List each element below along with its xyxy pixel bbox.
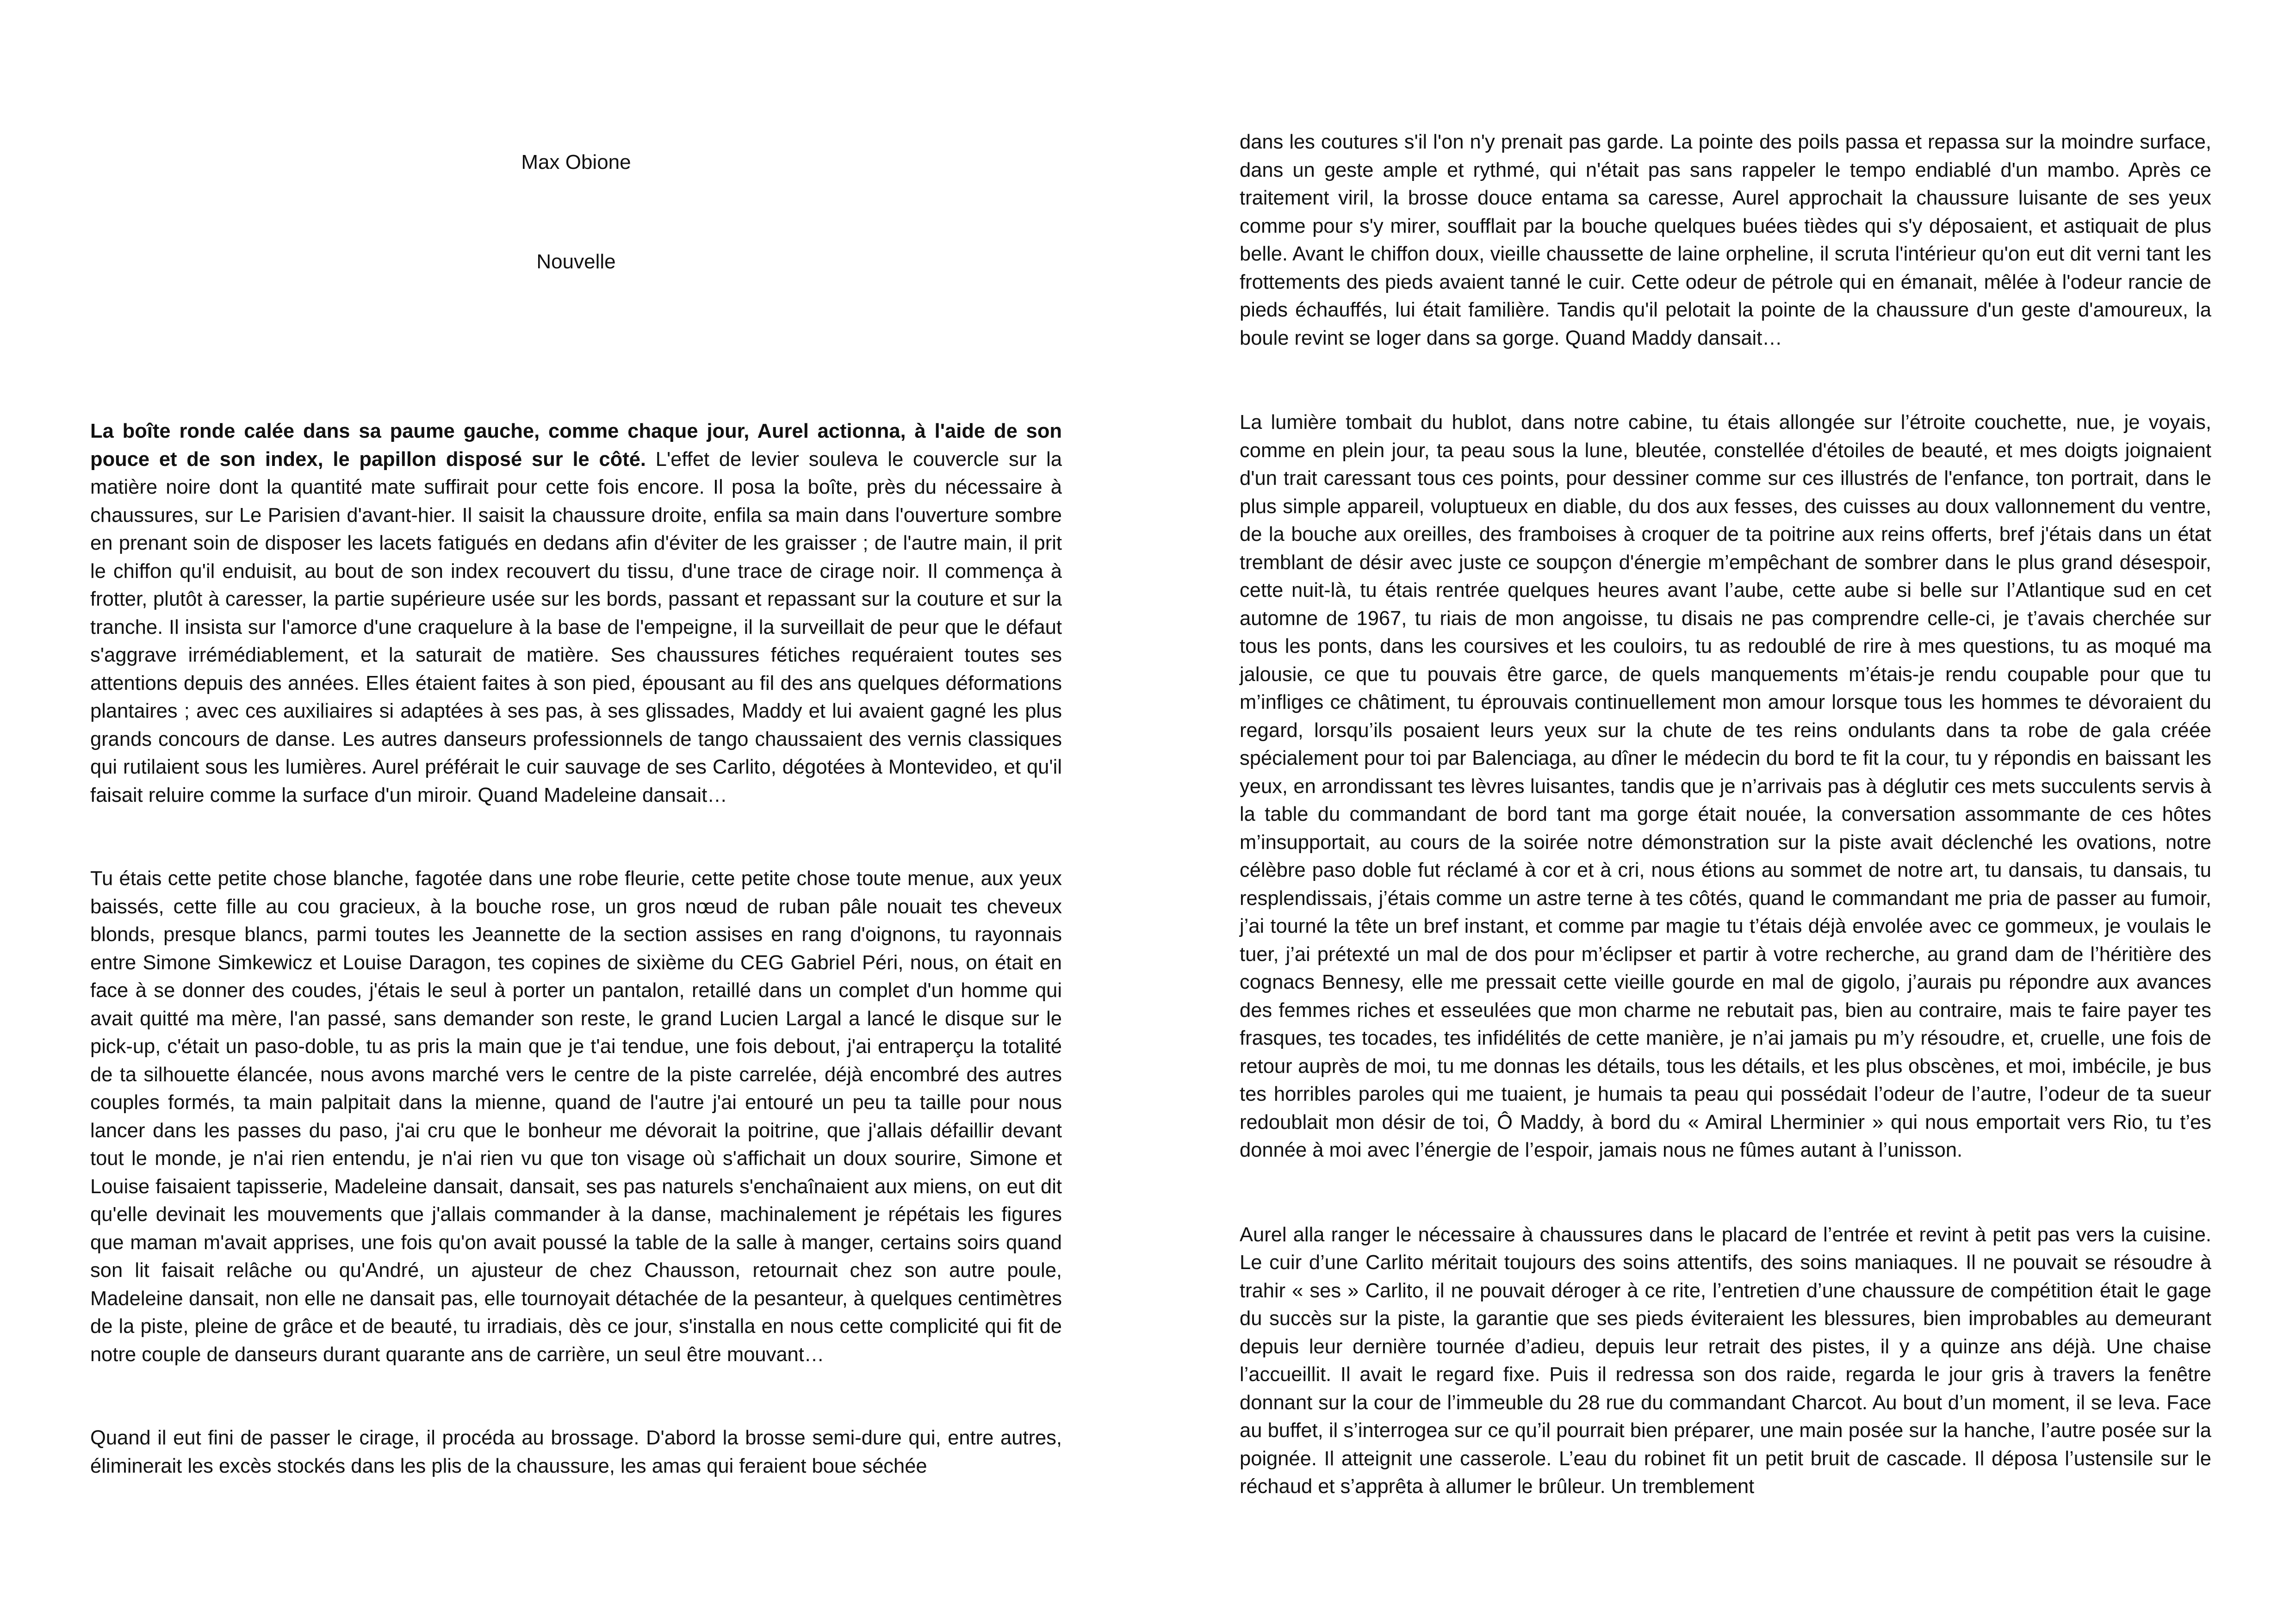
paragraph: Quand il eut fini de passer le cirage, il procéda au brossage. D'abord la brosse semi-dure qui, entre autres, éliminerait les excès stockés dans les plis de la chaussure, les amas qui feraient boue séchée	[90, 1427, 1062, 1477]
paragraph-text: L'effet de levier souleva le couvercle sur la matière noire dont la quantité mate suffirait pour cette fois encore. Il posa la boîte, près du nécessaire à chaussures, sur Le Parisien d'avant-hier. Il saisit la chaussure droite, enfila sa main dans l'ouverture sombre en prenant soin de disposer les lacets fatigués en dedans afin d'éviter de les graisser ; de l'autre main, il prit le chiffon qu'il enduisit, au bout de son index recouvert du tissu, d'une trace de cirage noir. Il commença à frotter, plutôt à caresser, la partie supérieure usée sur les bords, passant et repassant sur la couture et sur la tranche. Il insista sur l'amorce d'une craquelure à la base de l'empeigne, il la surveillait de peur que le défaut s'aggrave irrémédiablement, et la saturait de matière. Ses chaussures fétiches requéraient toutes ses attentions depuis des années. Elles étaient faites à son pied, épousant au fil des ans quelques déformations plantaires ; avec ces auxiliaires si adaptées à ses pas, à ses glissades, Maddy et lui avaient gagné les plus grands concours de danse. Les autres danseurs professionnels de tango chaussaient des vernis classiques qui rutilaient sous les lumières. Aurel préférait le cuir sauvage de ses Carlito, dégotées à Montevideo, et qu'il faisait reluire comme la surface d'un miroir. Quand Madeleine dansait…	[90, 448, 1062, 806]
right-page	[1148, 0, 2296, 1623]
paragraph: Aurel alla ranger le nécessaire à chaussures dans le placard de l’entrée et revint à petit pas vers la cuisine. Le cuir d’une Carlito méritait toujours des soins attentifs, des soins maniaques. Il ne pouvait se résoudre à trahir « ses » Carlito, il ne pouvait déroger à ce rite, l’entretien d’une chaussure de compétition était le gage du succès sur la piste, la garantie que ses pieds éviteraient les blessures, bien improbables au demeurant depuis leur dernière tournée d’adieu, depuis leur retrait des pistes, il y a quinze ans déjà. Une chaise l’accueillit. Il avait le regard fixe. Puis il redressa son dos raide, regarda le jour gris à travers la fenêtre donnant sur la cour de l’immeuble du 28 rue du commandant Charcot. Au bout d’un moment, il se leva. Face au buffet, il s’interrogea sur ce qu’il pourrait bien préparer, une main posée sur la hanche, l’autre posée sur la poignée. Il atteignit une casserole. L’eau du robinet fit un petit bruit de cascade. Il déposa l’ustensile sur le réchaud et s’apprêta à allumer le brûleur. Un tremblement	[1240, 1223, 2211, 1498]
paragraph	[90, 417, 1062, 809]
paragraph: Tu étais cette petite chose blanche, fagotée dans une robe fleurie, cette petite chose toute menue, aux yeux baissés, cette fille au cou gracieux, à la bouche rose, un gros nœud de ruban pâle nouait tes cheveux blonds, presque blancs, parmi toutes les Jeannette de la section assises en rang d'oignons, tu rayonnais entre Simone Simkewicz et Louise Daragon, tes copines de sixième du CEG Gabriel Péri, nous, on était en face à se donner des coudes, j'étais le seul à porter un pantalon, retaillé dans un complet d'un homme qui avait quitté ma mère, l'an passé, sans demander son reste, le grand Lucien Largal a lancé le disque sur le pick-up, c'était un paso-doble, tu as pris la main que je t'ai tendue, une fois debout, j'ai entraperçu la totalité de ta silhouette élancée, nous avons marché vers le centre de la piste carrelée, déjà encombré des autres couples formés, ta main palpitait dans la mienne, quand de l'autre j'ai entouré un peu ta taille pour nous lancer dans les passes du paso, j'ai cru que le bonheur me dévorait la poitrine, que j'allais défaillir devant tout le monde, je n'ai rien entendu, je n'ai rien vu que ton visage où s'affichait un doux sourire, Simone et Louise faisaient tapisserie, Madeleine dansait, dansait, ses pas naturels s'enchaînaient aux miens, on eut dit qu'elle devinait les mouvements que j'allais commander à la danse, machinalement je répétais les figures que maman m'avait apprises, une fois qu'on avait poussé la table de la salle à manger, certains soirs quand son lit faisait relâche ou qu'André, un ajusteur de chez Chausson, retournait chez son autre poule, Madeleine dansait, non elle ne dansait pas, elle tournoyait détachée de la pesanteur, à quelques centimètres de la piste, pleine de grâce et de beauté, tu irradiais, dès ce jour, s'installa en nous cette complicité qui fit de notre couple de danseurs durant quarante ans de carrière, un seul être mouvant…	[90, 867, 1062, 1366]
paragraph-lead-bold: La boîte ronde calée dans sa paume gauche, comme chaque jour, Aurel actionna, à l'aide de son pouce et de son index, le papillon disposé sur le côté.	[90, 420, 1062, 471]
left-text-column	[90, 417, 1062, 1480]
paragraph: dans les coutures s'il l'on n'y prenait pas garde. La pointe des poils passa et repassa sur la moindre surface, dans un geste ample et rythmé, qui n'était pas sans rappeler le tempo endiablé d'un mambo. Après ce traitement viril, la brosse douce entama sa caresse, Aurel approchait la chaussure luisante de ses yeux comme pour s'y mirer, soufflait par la bouche quelques buées tièdes qui s'y déposaient, et astiquait de plus belle. Avant le chiffon doux, vieille chaussette de laine orpheline, il scruta l'intérieur qu'on eut dit verni tant les frottements des pieds avaient tanné le cuir. Cette odeur de pétrole qui en émanait, mêlée à l'odeur rancie de pieds échauffés, lui était familière. Tandis qu'il pelotait la pointe de la chaussure d'un geste d'amoureux, la boule revint se loger dans sa gorge. Quand Maddy dansait…	[1240, 131, 2211, 349]
author-name: Max Obione	[521, 151, 631, 173]
paragraph: La lumière tombait du hublot, dans notre cabine, tu étais allongée sur l’étroite couchette, nue, je voyais, comme en plein jour, ta peau sous la lune, bleutée, constellée d'étoiles de beauté, et mes doigts joignaient d'un trait caressant tous ces points, pour dessiner comme sur ces illustrés de l'enfance, ton portrait, dans le plus simple appareil, voluptueux en diable, du dos aux fesses, des cuisses au doux vallonnement du ventre, de la bouche aux oreilles, des framboises à croquer de ta poitrine aux reins offerts, bref j'étais dans un état tremblant de désir avec juste ce soupçon d'énergie m’empêchant de sombrer dans le plus grand désespoir, cette nuit-là, tu étais rentrée quelques heures avant l’aube, cette aube si belle sur l’Atlantique sud en cet automne de 1967, tu riais de mon angoisse, tu disais ne pas comprendre celle-ci, je t’avais cherchée sur tous les ponts, dans les coursives et les couloirs, tu as redoublé de rire à mes questions, tu as moqué ma jalousie, ce que tu pouvais être garce, de quels manquements m’étais-je rendu coupable pour que tu m’infliges ce châtiment, tu éprouvais continuellement mon amour lorsque tous les hommes te dévoraient du regard, lorsqu’ils posaient leurs yeux sur la chute de tes reins ondulants dans ta robe de gala créée spécialement pour toi par Balenciaga, au dîner le médecin du bord te fit la cour, tu y répondis en baissant les yeux, en arrondissant tes lèvres luisantes, tandis que je n’arrivais pas à déglutir ces mets succulents servis à la table du commandant de bord tant ma gorge était nouée, la conversation assommante de ces hôtes m’insupportait, au cours de la soirée notre démonstration sur la piste avait déclenché les ovations, notre célèbre paso doble fut réclamé à cor et à cri, nous étions au sommet de notre art, tu dansais, tu dansais, tu resplendissais, j’étais comme un astre terne à tes côtés, quand le commandant me pria de passer au fumoir, j’ai tourné la tête un bref instant, et comme par magie tu t’étais déjà envolée avec ce gommeux, je voulais le tuer, j’ai prétexté un mal de dos pour m’éclipser et partir à votre recherche, au grand dam de l’héritière des cognacs Bennesy, elle me pressait cette vieille gourde en mal de gigolo, j’aurais pu répondre aux avances des femmes riches et esseulées que mon charme ne rebutait pas, bien au contraire, mais te faire payer tes frasques, tes tocades, tes infidélités de cette manière, je n’ai jamais pu m’y résoudre, et, cruelle, une fois de retour auprès de moi, tu me donnas les détails, tous les détails, et les plus obscènes, et moi, imbécile, je bus tes horribles paroles qui me tuaient, je humais ta peau qui possédait l’odeur de l’autre, l’odeur de ta sueur redoublait mon désir de toi, Ô Maddy, à bord du « Amiral Lherminier » qui nous emportait vers Rio, tu t’es donnée à moi avec l’énergie de l’espoir, jamais nous ne fûmes autant à l’unisson.	[1240, 411, 2211, 1161]
genre-label: Nouvelle	[536, 250, 616, 273]
right-text-column	[1240, 128, 2211, 1501]
